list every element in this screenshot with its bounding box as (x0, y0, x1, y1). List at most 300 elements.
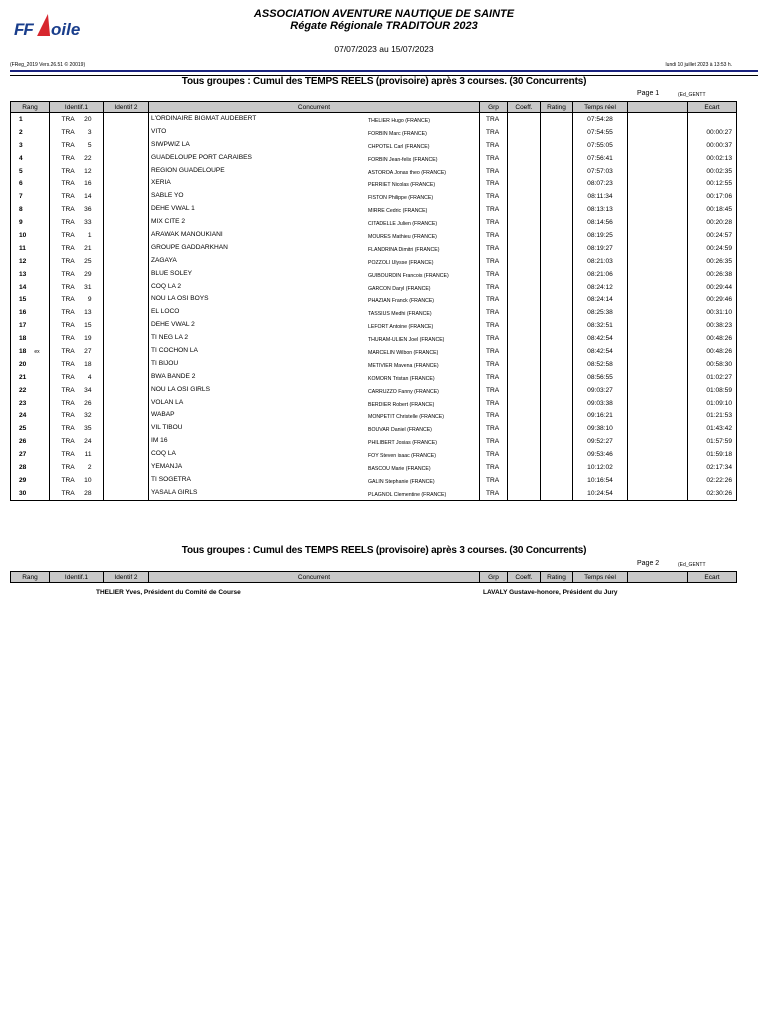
real-time-cell: 08:07:23 (573, 177, 628, 190)
skipper-name: CITADELLE Julien (FRANCE) (368, 221, 438, 228)
skipper-name: POZZOLI Ulysse (FRANCE) (368, 259, 434, 266)
sail-prefix: TRA (61, 335, 75, 343)
regatta-title: Régate Régionale TRADITOUR 2023 (290, 20, 478, 32)
boat-name: COQ LA (151, 450, 176, 458)
table-row (11, 152, 737, 165)
rank-value: 10 (19, 231, 27, 239)
identif2-cell (104, 422, 149, 435)
sail-prefix: TRA (61, 167, 75, 175)
rank-cell (11, 255, 50, 268)
rank-cell (11, 126, 50, 139)
identif1-cell (50, 190, 104, 203)
table-row (11, 113, 737, 126)
group-cell: TRA (480, 487, 508, 500)
identif2-cell (104, 435, 149, 448)
rating-cell (541, 358, 573, 371)
rating-cell (541, 371, 573, 384)
table-row (11, 319, 737, 332)
rating-cell (541, 306, 573, 319)
identif2-cell (104, 139, 149, 152)
identif2-cell (104, 216, 149, 229)
boat-name: TI SOGETRA (151, 475, 191, 483)
sail-prefix: TRA (61, 270, 75, 278)
real-time-cell: 08:14:56 (573, 216, 628, 229)
coeff-cell (508, 487, 541, 500)
table-row (11, 139, 737, 152)
real-time-cell: 08:42:54 (573, 345, 628, 358)
identif2-cell (104, 487, 149, 500)
sail-number: 2 (87, 463, 92, 471)
group-cell: TRA (480, 332, 508, 345)
real-time-cell: 10:24:54 (573, 487, 628, 500)
coeff-cell (508, 422, 541, 435)
sail-number: 24 (84, 438, 92, 446)
gap-cell: 01:09:10 (688, 397, 737, 410)
group-cell: TRA (480, 229, 508, 242)
coeff-cell (508, 242, 541, 255)
rank-value: 17 (19, 322, 27, 330)
rank-value: 25 (19, 425, 27, 433)
identif2-cell (104, 203, 149, 216)
blank-cell (628, 229, 688, 242)
sail-prefix: TRA (61, 193, 75, 201)
real-time-cell: 07:54:55 (573, 126, 628, 139)
identif1-cell (50, 409, 104, 422)
col-concurrent: Concurrent (149, 572, 480, 583)
col-ecart: Ecart (688, 572, 737, 583)
sail-number: 31 (84, 283, 92, 291)
boat-name: BWA BANDE 2 (151, 372, 196, 380)
boat-name: XERIA (151, 179, 171, 187)
competitor-cell (149, 332, 480, 345)
skipper-name: THELIER Hugo (FRANCE) (368, 117, 430, 124)
sail-number: 3 (87, 128, 92, 136)
rating-cell (541, 203, 573, 216)
rank-value: 30 (19, 489, 27, 497)
identif2-cell (104, 255, 149, 268)
rank-value: 5 (19, 167, 23, 175)
blank-cell (628, 255, 688, 268)
skipper-name: PHAZIAN Franck (FRANCE) (368, 298, 435, 305)
gap-cell: 00:48:26 (688, 332, 737, 345)
group-cell: TRA (480, 358, 508, 371)
real-time-cell: 07:55:05 (573, 139, 628, 152)
competitor-cell (149, 126, 480, 139)
print-date: lundi 10 juillet 2023 à 13:53 h. (665, 62, 732, 68)
blank-cell (628, 435, 688, 448)
coeff-cell (508, 435, 541, 448)
group-cell: TRA (480, 216, 508, 229)
identif1-cell (50, 152, 104, 165)
table-row (11, 371, 737, 384)
real-time-cell: 08:24:14 (573, 293, 628, 306)
rank-value: 23 (19, 399, 27, 407)
gap-cell: 01:57:59 (688, 435, 737, 448)
identif2-cell (104, 165, 149, 178)
identif2-cell (104, 461, 149, 474)
col-rating: Rating (541, 572, 573, 583)
identif2-cell (104, 332, 149, 345)
sail-prefix: TRA (61, 399, 75, 407)
identif1-cell (50, 306, 104, 319)
skipper-name: GUIBOURDIN Francois (FRANCE) (368, 272, 449, 279)
association-title: ASSOCIATION AVENTURE NAUTIQUE DE SAINTE (253, 8, 515, 20)
coeff-cell (508, 332, 541, 345)
skipper-name: PLAGNOL Clementine (FRANCE) (368, 491, 447, 498)
group-cell: TRA (480, 242, 508, 255)
skipper-name: TASSIUS Medhi (FRANCE) (368, 311, 432, 318)
identif1-cell (50, 229, 104, 242)
identif1-cell (50, 255, 104, 268)
gap-cell: 00:26:35 (688, 255, 737, 268)
rank-value: 14 (19, 283, 27, 291)
sail-number: 36 (84, 206, 92, 214)
gap-cell: 00:02:13 (688, 152, 737, 165)
table-row (11, 345, 737, 358)
col-grp: Grp (480, 102, 508, 113)
rank-value: 4 (19, 154, 23, 162)
boat-name: GUADELOUPE PORT CARAIBES (151, 153, 252, 161)
competitor-cell (149, 397, 480, 410)
group-cell: TRA (480, 371, 508, 384)
boat-name: VOLAN LA (151, 398, 184, 406)
blank-cell (628, 139, 688, 152)
table-row (11, 397, 737, 410)
competitor-cell (149, 435, 480, 448)
group-cell: TRA (480, 190, 508, 203)
competitor-cell (149, 358, 480, 371)
sail-prefix: TRA (61, 128, 75, 136)
boat-name: SABLE YO (151, 192, 184, 200)
blank-cell (628, 113, 688, 126)
competitor-cell (149, 448, 480, 461)
logo-ff-text: FF (14, 20, 33, 39)
gap-cell: 00:20:28 (688, 216, 737, 229)
skipper-name: GARCON Daryl (FRANCE) (368, 285, 431, 292)
rating-cell (541, 448, 573, 461)
competitor-cell (149, 190, 480, 203)
identif2-cell (104, 242, 149, 255)
rank-value: 9 (19, 219, 23, 227)
identif2-cell (104, 448, 149, 461)
rank-value: 15 (19, 296, 27, 304)
gap-cell: 00:00:37 (688, 139, 737, 152)
group-cell: TRA (480, 203, 508, 216)
real-time-cell: 09:03:38 (573, 397, 628, 410)
coeff-cell (508, 397, 541, 410)
boat-name: NOU LA OSI GIRLS (151, 385, 210, 393)
identif1-cell (50, 448, 104, 461)
rating-cell (541, 165, 573, 178)
competitor-cell (149, 306, 480, 319)
tie-marker: ex (34, 348, 40, 355)
gap-cell: 00:29:46 (688, 293, 737, 306)
group-cell: TRA (480, 448, 508, 461)
identif1-cell (50, 422, 104, 435)
real-time-cell: 08:32:51 (573, 319, 628, 332)
rating-cell (541, 487, 573, 500)
competitor-cell (149, 229, 480, 242)
sail-number: 26 (84, 399, 92, 407)
rank-value: 2 (19, 128, 23, 136)
boat-name: ZAGAYA (151, 256, 177, 264)
sail-number: 15 (84, 322, 92, 330)
sail-number: 25 (84, 257, 92, 265)
gap-cell: 01:08:59 (688, 384, 737, 397)
identif1-cell (50, 293, 104, 306)
sail-number: 12 (84, 167, 92, 175)
rating-cell (541, 126, 573, 139)
boat-name: IM 16 (151, 437, 168, 445)
boat-name: VITO (151, 127, 167, 135)
results-table (10, 101, 737, 501)
rank-value: 13 (19, 270, 27, 278)
table-row (11, 435, 737, 448)
boat-name: DEHE VWAL 2 (151, 321, 195, 329)
sail-number: 16 (84, 180, 92, 188)
col-coeff: Coeff. (508, 572, 541, 583)
table-row (11, 281, 737, 294)
real-time-cell: 08:21:03 (573, 255, 628, 268)
sail-number: 28 (84, 489, 92, 497)
table-row (11, 384, 737, 397)
gap-cell: 02:17:34 (688, 461, 737, 474)
identif1-cell (50, 242, 104, 255)
skipper-name: MARCELIN Wilbon (FRANCE) (368, 349, 439, 356)
edition-code: (Ed_GENTT (678, 92, 706, 98)
table-row (11, 422, 737, 435)
real-time-cell: 09:52:27 (573, 435, 628, 448)
boat-name: L'ORDINAIRE BIGMAT AUDEBERT (151, 114, 257, 122)
identif2-cell (104, 293, 149, 306)
identif1-cell (50, 332, 104, 345)
rank-value: 20 (19, 360, 27, 368)
gap-cell: 02:22:26 (688, 474, 737, 487)
coeff-cell (508, 293, 541, 306)
results-body (11, 113, 737, 501)
col-blank (628, 572, 688, 583)
identif2-cell (104, 345, 149, 358)
competitor-cell (149, 281, 480, 294)
boat-name: TI BIJOU (151, 359, 179, 367)
blank-cell (628, 487, 688, 500)
skipper-name: FORBIN Jean-felix (FRANCE) (368, 156, 438, 163)
sail-number: 4 (87, 373, 92, 381)
identif1-cell (50, 139, 104, 152)
group-cell: TRA (480, 268, 508, 281)
sail-number: 19 (84, 335, 92, 343)
coeff-cell (508, 126, 541, 139)
sail-prefix: TRA (61, 141, 75, 149)
rank-cell (11, 190, 50, 203)
rank-cell (11, 332, 50, 345)
table-row (11, 165, 737, 178)
gap-cell: 01:21:53 (688, 409, 737, 422)
software-version: (FReg_2019 Vers.26.51 © 20019) (10, 62, 86, 68)
coeff-cell (508, 113, 541, 126)
boat-name: DEHE VWAL 1 (151, 205, 195, 213)
real-time-cell: 08:19:25 (573, 229, 628, 242)
col-rang: Rang (11, 572, 50, 583)
identif2-cell (104, 319, 149, 332)
rank-cell (11, 422, 50, 435)
real-time-cell: 07:57:03 (573, 165, 628, 178)
sail-number: 10 (84, 476, 92, 484)
table-row (11, 255, 737, 268)
rating-cell (541, 474, 573, 487)
group-cell: TRA (480, 319, 508, 332)
coeff-cell (508, 474, 541, 487)
rank-cell (11, 384, 50, 397)
rating-cell (541, 242, 573, 255)
blank-cell (628, 177, 688, 190)
coeff-cell (508, 139, 541, 152)
rank-value: 1 (19, 115, 23, 123)
rank-cell (11, 152, 50, 165)
table-row (11, 332, 737, 345)
gap-cell: 00:38:23 (688, 319, 737, 332)
blank-cell (628, 358, 688, 371)
boat-name: MIX CITE 2 (151, 218, 186, 226)
blank-cell (628, 397, 688, 410)
identif2-cell (104, 152, 149, 165)
identif2-cell (104, 113, 149, 126)
sail-number: 21 (84, 244, 92, 252)
gap-cell: 00:26:38 (688, 268, 737, 281)
coeff-cell (508, 165, 541, 178)
identif2-cell (104, 409, 149, 422)
identif1-cell (50, 487, 104, 500)
table-row (11, 242, 737, 255)
rank-value: 24 (19, 412, 27, 420)
blank-cell (628, 293, 688, 306)
identif2-cell (104, 268, 149, 281)
race-committee-signature: THELIER Yves, Président du Comité de Course (96, 589, 241, 596)
skipper-name: FISTON Philippe (FRANCE) (368, 195, 434, 202)
boat-name: ARAWAK MANOUKIANI (151, 230, 223, 238)
boat-name: WABAP (151, 411, 175, 419)
results-section-title-page2: Tous groupes : Cumul des TEMPS REELS (provisoire) après 3 courses. (30 Concurrents) (181, 545, 587, 556)
identif1-cell (50, 268, 104, 281)
rank-cell (11, 139, 50, 152)
boat-name: SIWPWIZ LA (151, 140, 190, 148)
gap-cell: 00:02:35 (688, 165, 737, 178)
sail-prefix: TRA (61, 154, 75, 162)
boat-name: COQ LA 2 (151, 282, 182, 290)
rank-cell (11, 306, 50, 319)
competitor-cell (149, 293, 480, 306)
identif1-cell (50, 461, 104, 474)
rank-cell (11, 409, 50, 422)
competitor-cell (149, 177, 480, 190)
table-row (11, 190, 737, 203)
blank-cell (628, 190, 688, 203)
rank-value: 28 (19, 463, 27, 471)
rank-cell (11, 474, 50, 487)
sail-prefix: TRA (61, 244, 75, 252)
sail-number: 20 (84, 115, 92, 123)
col-identif1: Identif.1 (50, 102, 104, 113)
group-cell: TRA (480, 397, 508, 410)
sail-prefix: TRA (61, 180, 75, 188)
rank-value: 8 (19, 206, 23, 214)
identif2-cell (104, 306, 149, 319)
col-identif2: Identif 2 (104, 572, 149, 583)
identif2-cell (104, 177, 149, 190)
group-cell: TRA (480, 435, 508, 448)
table-row (11, 229, 737, 242)
group-cell: TRA (480, 255, 508, 268)
page-number-2: Page 2 (637, 560, 660, 567)
rating-cell (541, 190, 573, 203)
rating-cell (541, 384, 573, 397)
gap-cell: 01:59:18 (688, 448, 737, 461)
coeff-cell (508, 203, 541, 216)
competitor-cell (149, 474, 480, 487)
sail-number: 1 (87, 231, 92, 239)
rating-cell (541, 113, 573, 126)
skipper-name: BASCOU Marie (FRANCE) (368, 465, 431, 472)
sail-prefix: TRA (61, 115, 75, 123)
gap-cell: 00:00:27 (688, 126, 737, 139)
competitor-cell (149, 371, 480, 384)
rating-cell (541, 152, 573, 165)
col-rang: Rang (11, 102, 50, 113)
real-time-cell: 08:13:13 (573, 203, 628, 216)
boat-name: GROUPE GADDARKHAN (151, 243, 228, 251)
sail-prefix: TRA (61, 360, 75, 368)
sail-prefix: TRA (61, 322, 75, 330)
group-cell: TRA (480, 139, 508, 152)
coeff-cell (508, 448, 541, 461)
rank-cell (11, 371, 50, 384)
group-cell: TRA (480, 422, 508, 435)
logo-oile-text: oile (51, 20, 81, 39)
rating-cell (541, 409, 573, 422)
table-row (11, 358, 737, 371)
header-rule-top (10, 70, 758, 72)
blank-cell (628, 242, 688, 255)
identif2-cell (104, 384, 149, 397)
identif1-cell (50, 384, 104, 397)
boat-name: TI NEG LA 2 (151, 334, 189, 342)
coeff-cell (508, 461, 541, 474)
coeff-cell (508, 384, 541, 397)
competitor-cell (149, 152, 480, 165)
group-cell: TRA (480, 113, 508, 126)
sail-prefix: TRA (61, 373, 75, 381)
real-time-cell: 08:11:34 (573, 190, 628, 203)
table-row (11, 177, 737, 190)
identif1-cell (50, 281, 104, 294)
real-time-cell: 08:52:58 (573, 358, 628, 371)
sail-prefix: TRA (61, 425, 75, 433)
rank-cell (11, 435, 50, 448)
identif1-cell (50, 113, 104, 126)
sail-number: 34 (84, 386, 92, 394)
group-cell: TRA (480, 306, 508, 319)
table-row (11, 474, 737, 487)
competitor-cell (149, 409, 480, 422)
group-cell: TRA (480, 152, 508, 165)
real-time-cell: 08:42:54 (573, 332, 628, 345)
competitor-cell (149, 345, 480, 358)
table-row (11, 409, 737, 422)
real-time-cell: 08:21:06 (573, 268, 628, 281)
rank-value: 6 (19, 180, 23, 188)
blank-cell (628, 461, 688, 474)
coeff-cell (508, 255, 541, 268)
